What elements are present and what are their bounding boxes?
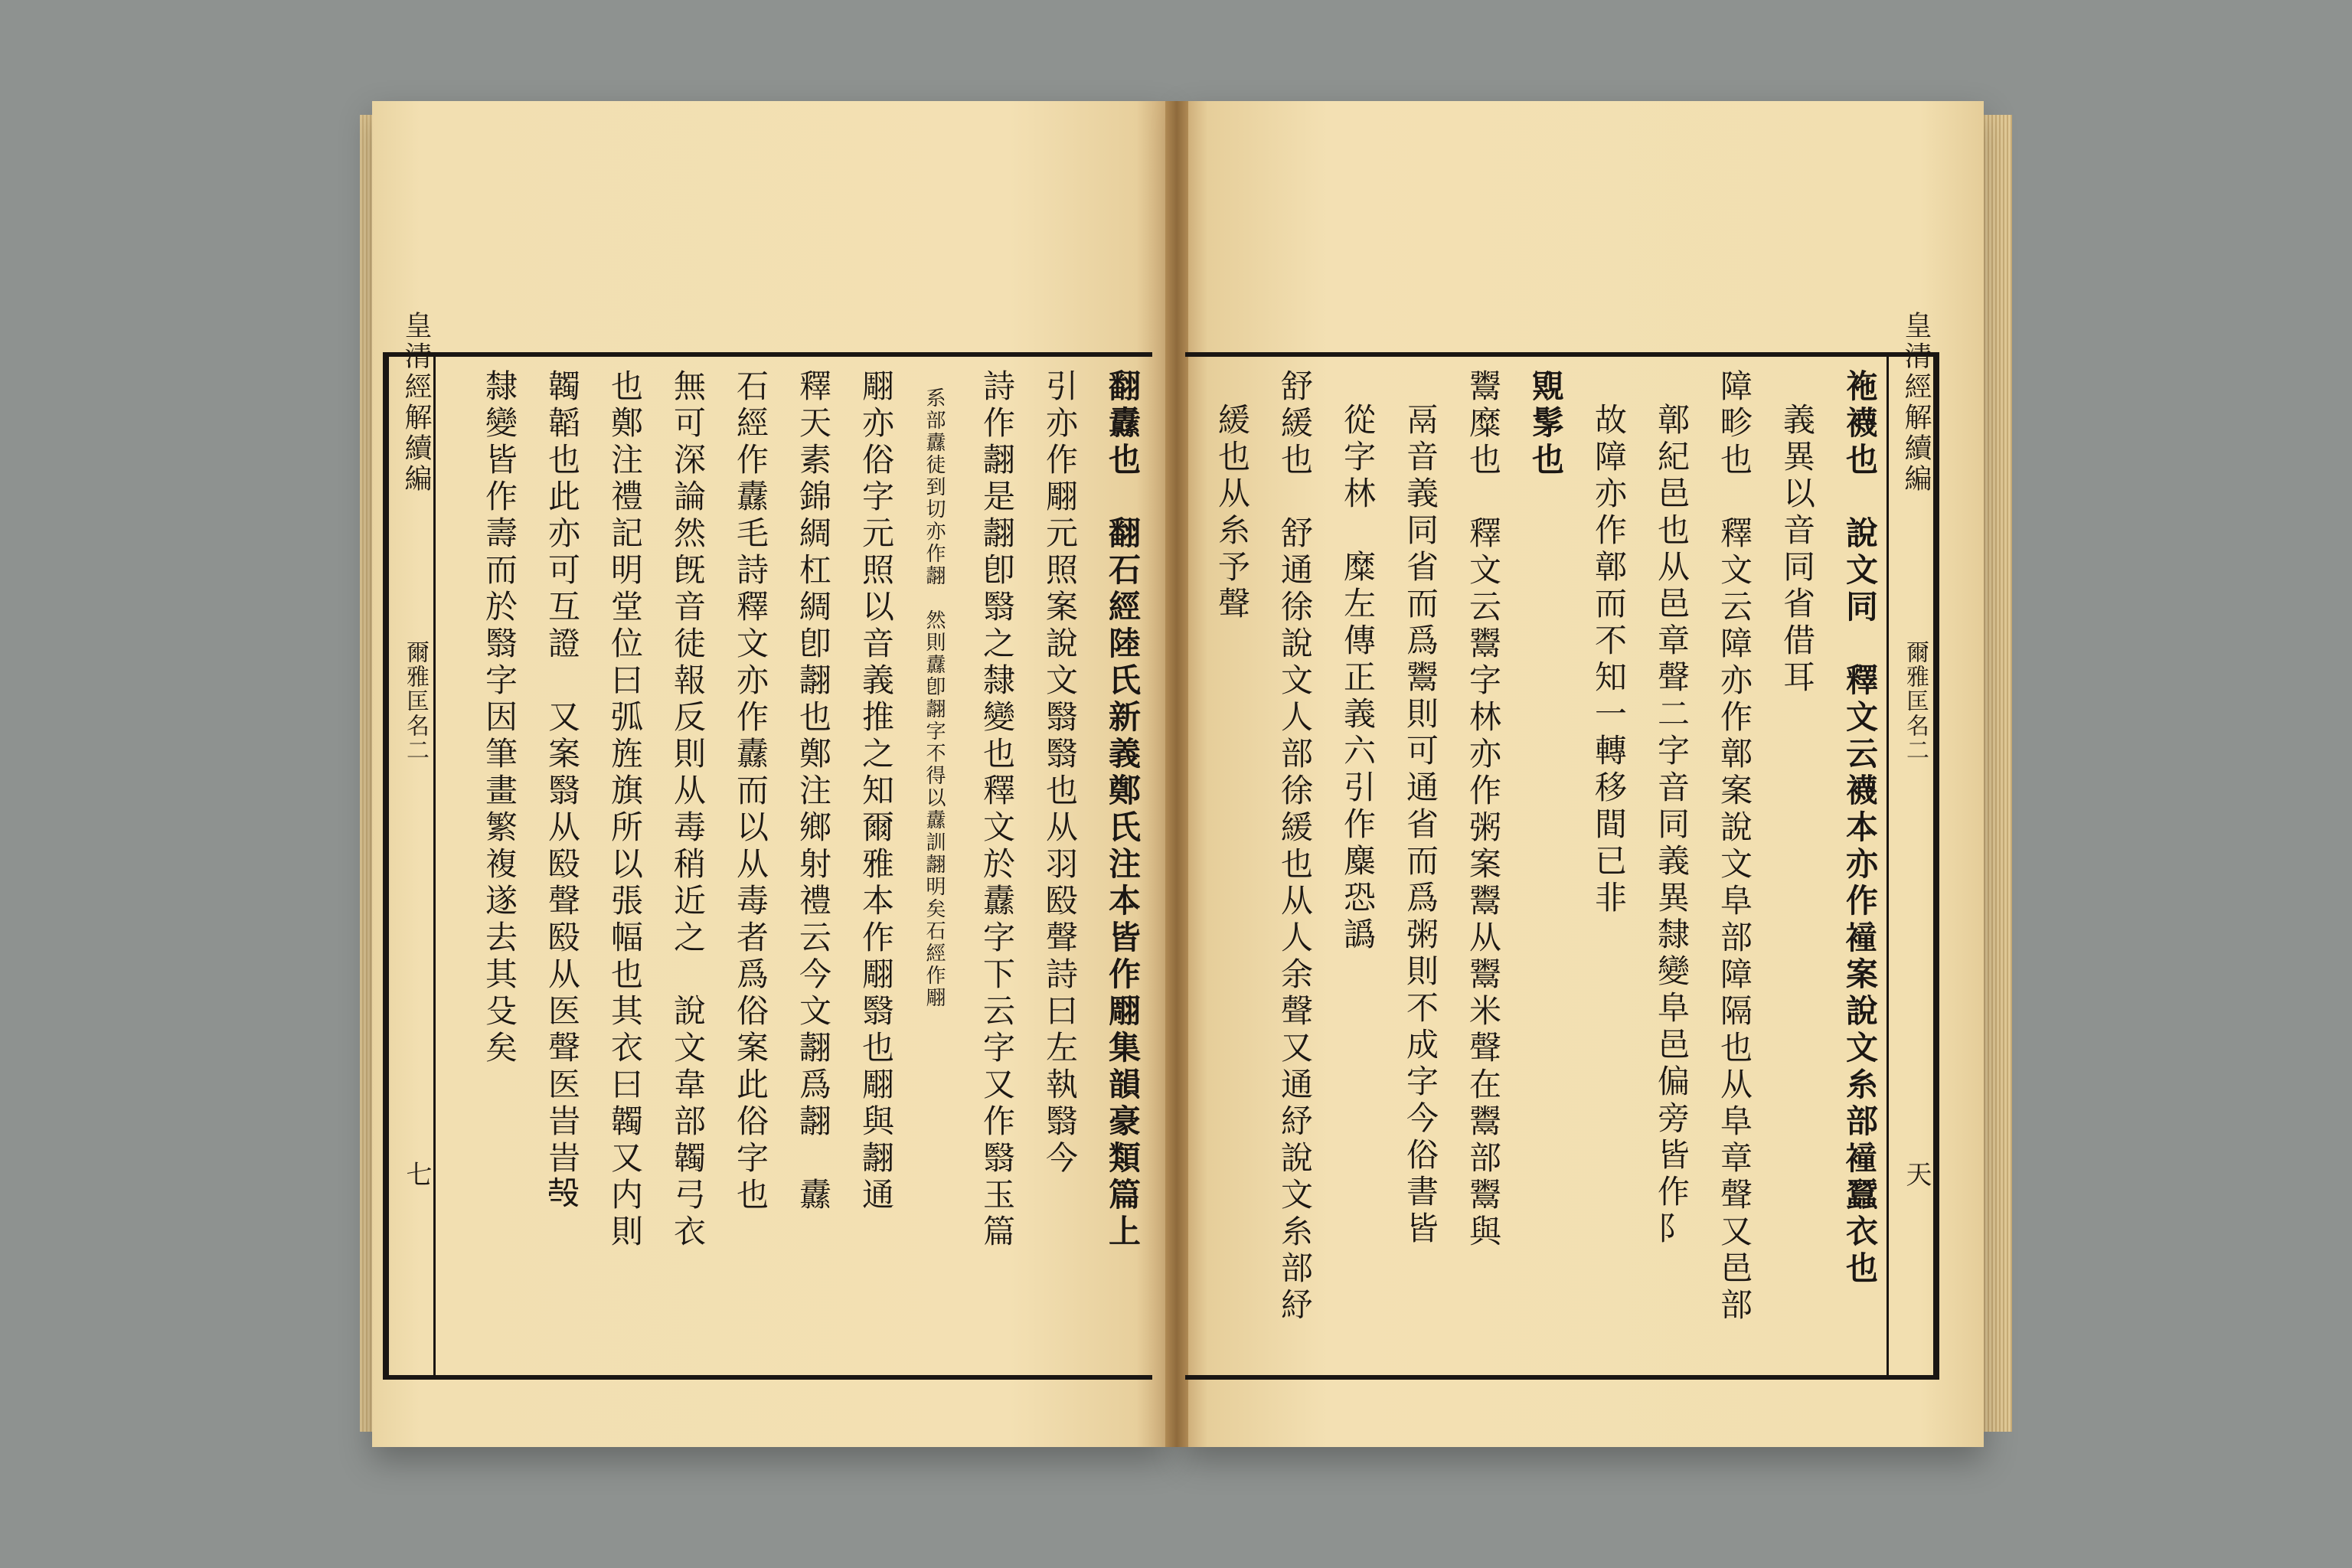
right-page-edge	[1981, 115, 2012, 1432]
left-banderole-title: 皇清經解續編	[400, 311, 432, 495]
text-column: 無可深論然旣音徒報反則从毒稍近之 說文韋部韣弓衣	[669, 369, 707, 1251]
text-column: 系部纛徒到切亦作翿 然則纛卽翿字不得以纛訓翿明矣石經作翢	[923, 387, 946, 1009]
text-column: 詩作翿是翿卽翳之隸變也釋文於纛字下云字又作翳玉篇	[978, 369, 1016, 1251]
text-column: 鬻糜也 釋文云鬻字林亦作粥案鬻从鬻米聲在鬻部鬻與	[1465, 369, 1502, 1251]
text-column: 緩也从糸予聲	[1214, 403, 1251, 623]
text-column: 從字林 糜左傳正義六引作麋恐譌	[1339, 403, 1377, 954]
text-column: 義異以音同省借耳	[1779, 403, 1816, 697]
left-page-number: 七	[401, 1161, 432, 1187]
text-column: 翢亦俗字元照以音義推之知爾雅本作翢翳也翢與翿通	[858, 369, 895, 1214]
text-column: 袘襪也 說文同 釋文云襪本亦作𧝎案說文糸部𧝎蠶衣也	[1841, 369, 1879, 1288]
text-column: 釋天素錦綢杠綢卽翿也鄭注鄉射禮云今文翿爲翿 纛	[795, 369, 832, 1214]
right-text-frame	[1185, 311, 1939, 1380]
right-banderole-section: 爾雅匡名二	[1902, 640, 1929, 763]
right-page-number: 天	[1901, 1161, 1932, 1187]
left-banderole	[387, 311, 436, 1375]
text-column: 翻纛也 翻石經陸氏新義鄭氏注本皆作翢集韻豪類篇上	[1104, 369, 1142, 1251]
text-column: 故障亦作鄣而不知一轉移間已非	[1590, 403, 1628, 917]
left-banderole-section: 爾雅匡名二	[402, 640, 429, 763]
left-text-frame	[383, 311, 1152, 1380]
text-column: 覭髳也	[1527, 369, 1565, 479]
text-column: 韣韜也此亦可互證 又案翳从殹聲殹从医聲医旹旹𣪊	[544, 369, 581, 1214]
text-column: 舒緩也 舒通徐說文人部徐緩也从人余聲又通紓說文糸部紓	[1276, 369, 1314, 1325]
text-column: 引亦作翢元照案說文翳翳也从羽殹聲詩曰左執翳今	[1041, 369, 1079, 1178]
text-column: 隸變皆作壽而於翳字因筆畫繁複遂去其殳矣	[481, 369, 518, 1067]
text-column: 鬲音義同省而爲鬻則可通省而爲粥則不成字今俗書皆	[1402, 403, 1439, 1248]
text-column: 鄣紀邑也从邑章聲二字音同義異隸變阜邑偏旁皆作阝	[1653, 403, 1690, 1248]
text-column: 障畛也 釋文云障亦作鄣案說文阜部障隔也从阜章聲又邑部	[1716, 369, 1753, 1325]
text-column: 也鄭注禮記明堂位曰弧旌旗所以張幅也其衣曰韣又内則	[606, 369, 644, 1251]
text-column: 石經作纛毛詩釋文亦作纛而以从毒者爲俗案此俗字也	[732, 369, 769, 1214]
right-banderole	[1886, 311, 1936, 1375]
right-banderole-title: 皇清經解續編	[1900, 311, 1932, 495]
